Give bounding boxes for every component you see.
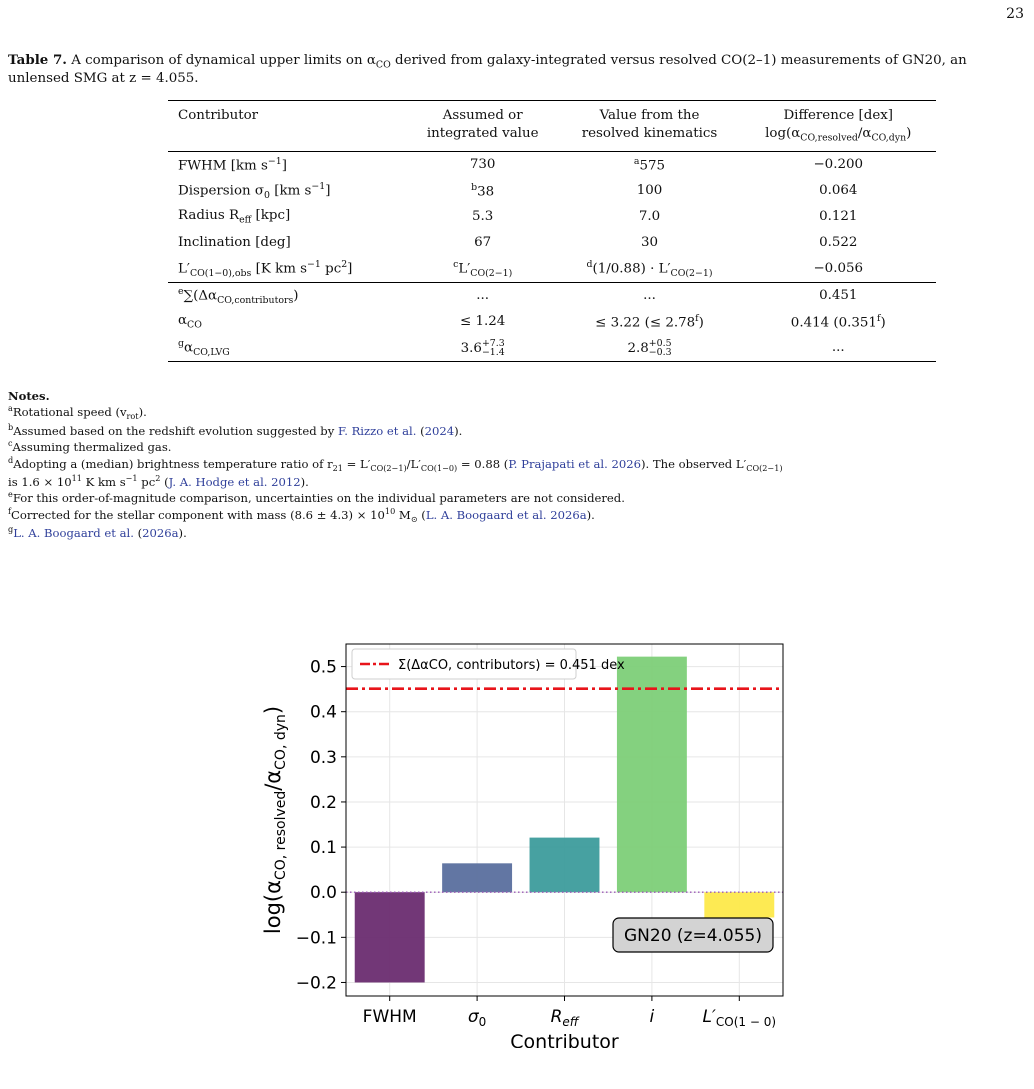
caption-label: Table 7. xyxy=(8,52,67,68)
header-difference: Difference [dex] $\log(\alpha_{CO,resolved}/\alpha_{CO,dyn})$ xyxy=(765,108,912,144)
bar-1 xyxy=(355,892,425,982)
x-tick-label-3: $R_{eff}$ xyxy=(550,1007,579,1029)
table-header-row xyxy=(168,101,936,146)
comparison-table xyxy=(168,100,936,362)
y-tick-label: 0.2 xyxy=(309,792,337,813)
bar-chart xyxy=(250,628,790,1048)
x-tick-label-5: $L'_{CO(1 - 0)}$ xyxy=(702,1007,777,1029)
y-tick-label: −0.2 xyxy=(295,973,337,994)
note-g: $^g$L. A. Boogaard et al. (2026a). xyxy=(8,523,187,540)
citation-link[interactable]: L. A. Boogaard et al. xyxy=(13,525,134,540)
table-row: Dispersion $\sigma_0$ [km $s^{-1}$] $^b$38 100 0.064 xyxy=(178,181,858,202)
y-axis-label: $\log(\alpha_{CO, resolved}/\alpha_{CO, dyn})$ xyxy=(261,705,289,935)
page-number: 23 xyxy=(1006,6,1024,22)
x-axis-label: Contributor xyxy=(510,1031,619,1048)
legend-label: Σ(ΔαCO, contributors) = 0.451 dex xyxy=(398,658,625,673)
x-tick-label-2: $\sigma_0$ xyxy=(467,1007,487,1029)
table-caption: Table 7. A comparison of dynamical upper limits on $\alpha_{CO}$ derived from galaxy-integrated versus resolved CO(2–1) measurements of GN20, an unlensed SMG at z = 4.055. xyxy=(8,52,967,87)
note-f: $^f$Corrected for the stellar component with mass $(8.6 \pm 4.3) \times 10^{10}$ $M_⊙$ (L. A. Boogaard et al. 2026a). xyxy=(8,505,595,524)
annotation-label: GN20 (z=4.055) xyxy=(623,926,763,946)
header-resolved: Value from the resolved kinematics xyxy=(581,108,718,142)
citation-link[interactable]: J. A. Hodge et al. 2012 xyxy=(168,474,301,489)
note-d: $^d$Adopting a (median) brightness temperature ratio of $r_{21} = L'_{CO(2-1)}/L'_{CO(1-0)} = 0.88$ (P. Prajapati et al. 2026). The observed $L'_{CO(2-1)}$ is $1.6 \times 10^{11}$ K km $s^{-1}$ $pc^2$ (J. A. Hodge et al. 2012). xyxy=(8,454,783,489)
citation-link[interactable]: P. Prajapati et al. 2026 xyxy=(508,456,641,471)
notes-title: Notes. xyxy=(8,389,50,403)
table-row: $\alpha_{CO}$ ≤ 1.24 ≤ 3.22 (≤ 2.78$^f$) 0.414 (0.351$^f$) xyxy=(178,313,886,332)
y-tick-label: 0.5 xyxy=(309,657,337,678)
y-tick-label: 0.0 xyxy=(309,883,337,904)
y-tick-label: 0.1 xyxy=(309,838,337,859)
note-e: $^e$For this order-of-magnitude comparison, uncertainties on the individual parameters are not considered. xyxy=(8,489,625,506)
citation-link[interactable]: 2026a xyxy=(142,525,179,540)
bar-chart-figure xyxy=(250,628,790,1048)
note-b: $^b$Assumed based on the redshift evolution suggested by F. Rizzo et al. (2024). xyxy=(8,421,463,438)
table-row: $^g\alpha_{CO,LVG}$ 3.6+7.3 −1.4 2.8+0.5 −0.3 ... xyxy=(168,335,936,362)
x-tick-label-1: FWHM xyxy=(362,1007,417,1027)
table-row: $^e\sum(\Delta\alpha_{CO,contributors})$ ... ... 0.451 xyxy=(168,283,936,310)
table-row: FWHM [km $s^{-1}$] 730 $^a$575 −0.200 xyxy=(168,152,936,179)
table-row: $L'_{CO(1-0),obs}$ [K km $s^{-1}$ $pc^2$] $^cL'_{CO(2-1)}$ $^d(1/0.88) \cdot L'_{CO(2-1)}$ −0.056 xyxy=(178,259,864,280)
bar-3 xyxy=(530,838,600,893)
citation-link[interactable]: L. A. Boogaard et al. 2026a xyxy=(425,507,587,522)
bar-5 xyxy=(704,892,774,917)
table-row: Inclination [deg] 67 30 0.522 xyxy=(178,235,858,251)
header-assumed: Assumed or integrated value xyxy=(426,108,539,142)
bar-2 xyxy=(442,863,512,892)
table-notes xyxy=(8,389,1028,540)
header-contributor: Contributor xyxy=(178,108,259,123)
citation-link[interactable]: 2024 xyxy=(424,423,455,438)
y-tick-label: 0.4 xyxy=(309,702,337,723)
citation-link[interactable]: F. Rizzo et al. xyxy=(337,423,417,438)
y-tick-label: 0.3 xyxy=(309,747,337,768)
bar-4 xyxy=(617,657,687,893)
x-tick-label-4: i xyxy=(649,1007,655,1027)
table-row: Radius $R_{eff}$ [kpc] 5.3 7.0 0.121 xyxy=(178,208,858,227)
y-tick-label: −0.1 xyxy=(295,928,337,949)
note-c: $^c$Assuming thermalized gas. xyxy=(8,438,172,455)
note-a: $^a$Rotational speed $(v_{rot})$. xyxy=(8,403,147,422)
